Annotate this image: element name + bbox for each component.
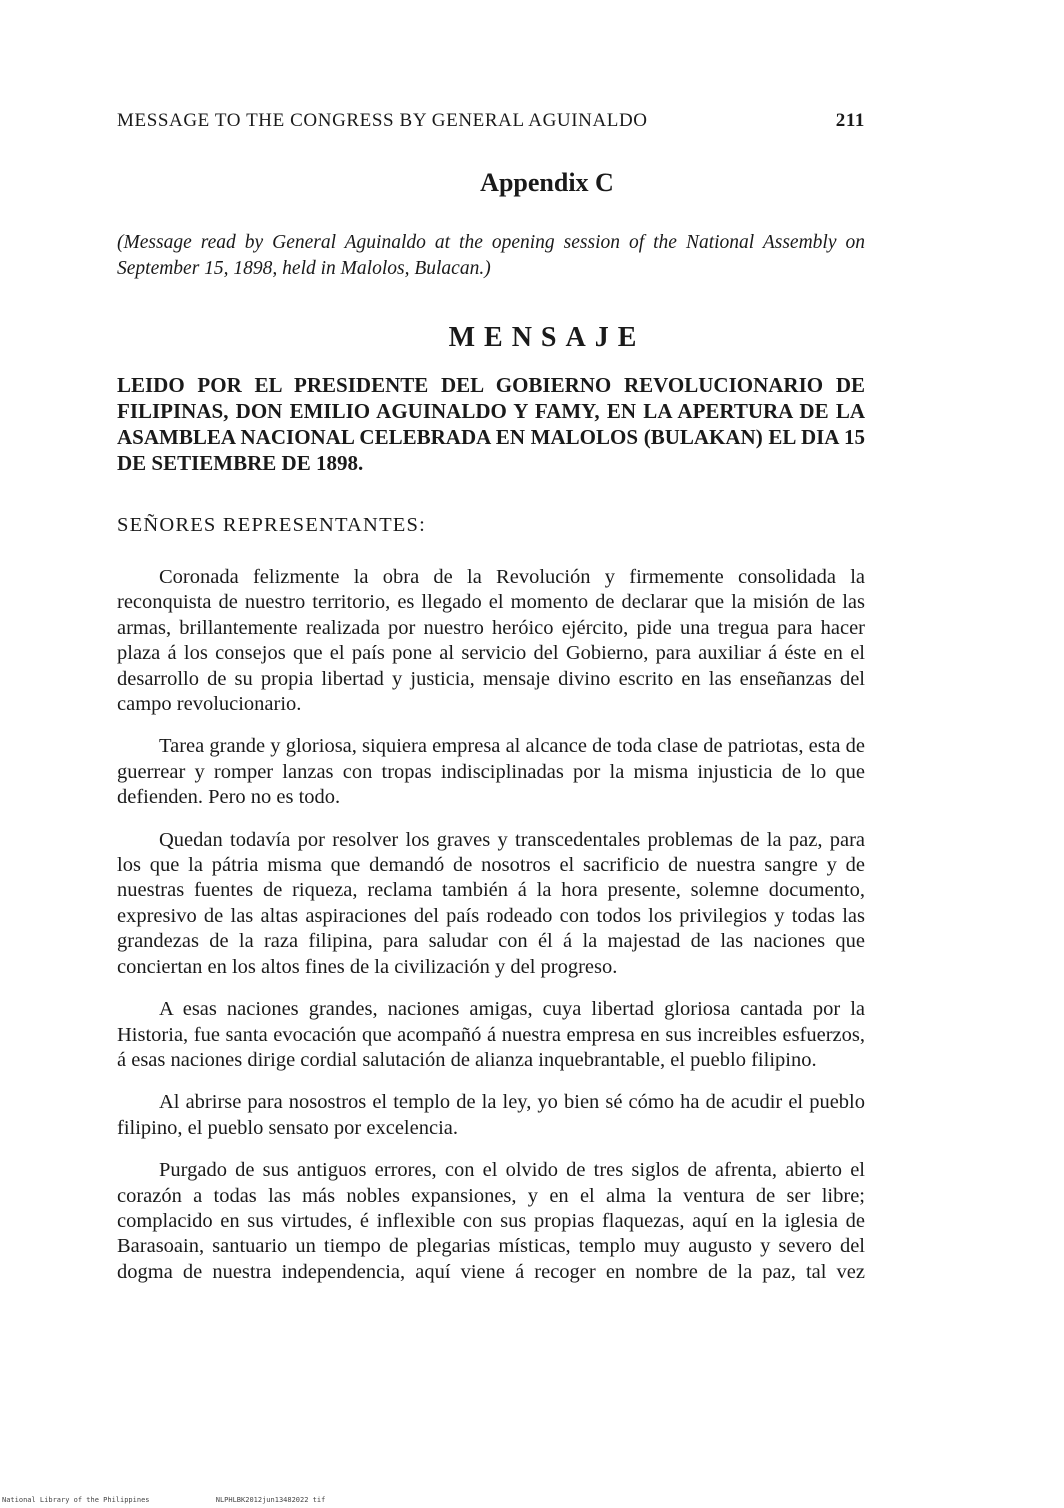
footer-file-id: NLPHLBK2012jun13482022 tif bbox=[215, 1496, 326, 1504]
page-number: 211 bbox=[835, 110, 865, 131]
paragraph: Coronada felizmente la obra de la Revolución y firmemente consolidada la reconquista de nuestro territorio, es llegado el momento de declarar que la misión de las armas, brillantemente realizada por nuestro heróico ejército, pide una tregua para hacer plaza á los consejos que el país pone al servicio del Gobierno, para auxiliar á éste en el desarrollo de su propia libertad y justicia, mensaje divino escrito en las enseñanzas del campo revolucionario. bbox=[117, 566, 865, 716]
heading-mensaje: MENSAJE bbox=[448, 322, 646, 353]
paragraph: A esas naciones grandes, naciones amigas, cuya libertad gloriosa cantada por la Historia, fue santa evocación que acompañó á nuestra empresa en sus increibles esfuerzos, á esas naciones dirige cordial salutación de alianza inquebrantable, el pueblo filipino. bbox=[117, 998, 865, 1071]
subheading: LEIDO POR EL PRESIDENTE DEL GOBIERNO REVOLUCIONARIO DE FILIPINAS, DON EMILIO AGUINALDO Y FAMY, EN LA APERTURA DE LA ASAMBLEA NACIONAL CELEBRADA EN MALOLOS (BULAKAN) EL DIA 15 DE SETIEMBRE DE 1898. bbox=[117, 373, 865, 475]
appendix-title: Appendix C bbox=[480, 168, 614, 197]
subtitle: (Message read by General Aguinaldo at the opening session of the National Assembly on September 15, 1898, held in Malolos, Bulacan.) bbox=[117, 232, 865, 279]
paragraph: Quedan todavía por resolver los graves y transcedentales problemas de la paz, para los que la pátria misma que demandó de nosotros el sacrificio de nuestra sangre y de nuestras fuentes de riqueza, reclama también á la hora presente, solemne documento, expresivo de las altas aspiraciones del país rodeado con todos los privilegios y todas las grandezas de la raza filipina, para saludar con él á la majestad de las naciones que conciertan en los altos fines de la civilización y del progreso. bbox=[117, 828, 865, 978]
paragraph: Al abrirse para nosostros el templo de la ley, yo bien sé cómo ha de acudir el pueblo filipino, el pueblo sensato por excelencia. bbox=[117, 1091, 865, 1139]
body-text bbox=[117, 565, 865, 1302]
footer-library: National Library of the Philippines bbox=[2, 1496, 150, 1504]
running-head-title: MESSAGE TO THE CONGRESS BY GENERAL AGUINALDO bbox=[117, 110, 648, 131]
paragraph: Tarea grande y gloriosa, siquiera empresa al alcance de toda clase de patriotas, esta de guerrear y romper lanzas con tropas indisciplinadas por la misma injusticia de lo que defienden. Pero no es todo. bbox=[117, 735, 865, 809]
running-head bbox=[117, 110, 865, 132]
scan-footer bbox=[0, 1496, 1064, 1504]
paragraph: Purgado de sus antiguos errores, con el olvido de tres siglos de afrenta, abierto el corazón a todas las más nobles expansiones, y en el alma la ventura de ser libre; complacido en sus virtudes, é inflexible con sus propias flaquezas, aquí en la iglesia de Barasoain, santuario un tiempo de plegarias místicas, templo muy augusto y severo del dogma de nuestra independencia, aquí viene á recoger en nombre de la paz, tal vez bbox=[117, 1159, 865, 1283]
salutation: SEÑORES REPRESENTANTES: bbox=[117, 514, 427, 536]
